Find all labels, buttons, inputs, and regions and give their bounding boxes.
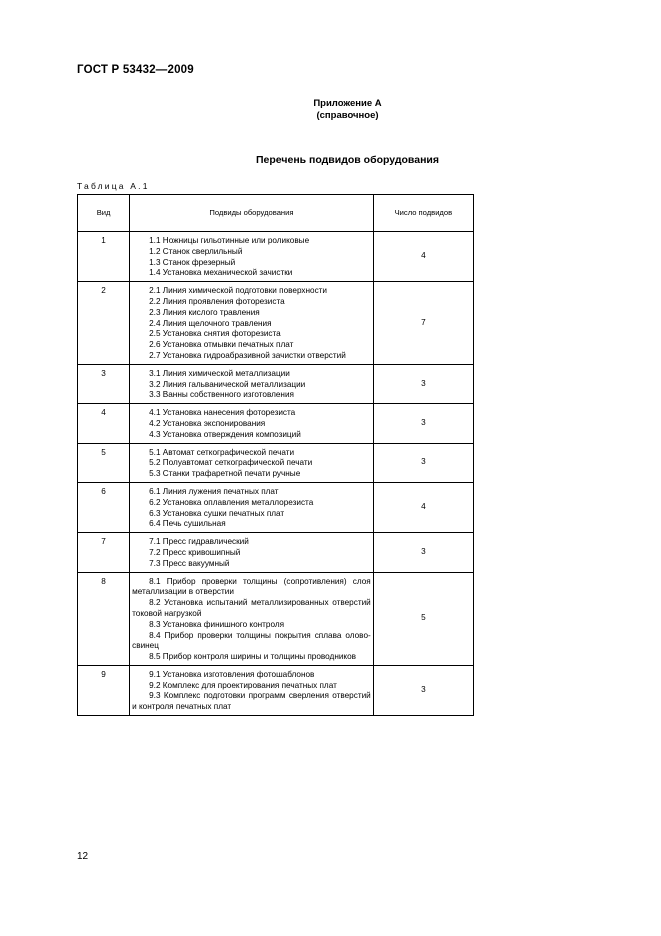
subtypes-cell — [130, 364, 374, 403]
header-count: Число подвидов — [373, 195, 473, 232]
kind-cell: 7 — [78, 533, 130, 572]
count-cell: 4 — [373, 482, 473, 532]
page-number: 12 — [77, 851, 89, 862]
subtype-item: 8.4 Прибор проверки толщины покрытия сплава олово-свинец — [132, 630, 371, 651]
kind-cell: 2 — [78, 282, 130, 365]
appendix-title: Приложение А — [313, 98, 382, 109]
subtype-item: 9.2 Комплекс для проектирования печатных плат — [149, 680, 337, 690]
subtype-item: 2.2 Линия проявления фоторезиста — [149, 296, 285, 306]
subtype-item: 4.1 Установка нанесения фоторезиста — [149, 408, 296, 418]
subtypes-cell — [130, 232, 374, 282]
kind-cell: 4 — [78, 404, 130, 443]
subtype-item: 7.2 Пресс кривошипный — [149, 547, 241, 557]
subtypes-cell — [130, 533, 374, 572]
standard-header: ГОСТ Р 53432—2009 — [77, 64, 194, 76]
subtype-item: 4.3 Установка отверждения композиций — [149, 429, 301, 439]
header-subtypes: Подвиды оборудования — [130, 195, 374, 232]
table-row — [78, 282, 474, 365]
document-title: Перечень подвидов оборудования — [256, 154, 439, 166]
subtype-item: 2.4 Линия щелочного травления — [149, 318, 272, 328]
subtypes-cell — [130, 482, 374, 532]
kind-cell: 8 — [78, 572, 130, 665]
table-row — [78, 482, 474, 532]
kind-cell: 5 — [78, 443, 130, 482]
subtype-item: 8.3 Установка финишного контроля — [149, 619, 285, 629]
subtype-item: 5.2 Полуавтомат сеткографической печати — [149, 458, 313, 468]
subtype-item: 2.3 Линия кислого травления — [149, 307, 260, 317]
subtype-item: 8.5 Прибор контроля ширины и толщины проводников — [149, 652, 356, 662]
table-row — [78, 533, 474, 572]
subtypes-cell — [130, 282, 374, 365]
subtype-item: 1.3 Станок фрезерный — [149, 257, 236, 267]
subtype-item: 1.1 Ножницы гильотинные или роликовые — [149, 236, 310, 245]
subtypes-cell — [130, 443, 374, 482]
table-row — [78, 404, 474, 443]
equipment-table — [77, 194, 474, 716]
subtypes-cell — [130, 572, 374, 665]
count-cell: 7 — [373, 282, 473, 365]
subtype-item: 8.2 Установка испытаний металлизированных отверстий токовой нагрузкой — [132, 598, 371, 618]
count-cell: 3 — [373, 533, 473, 572]
subtypes-cell — [130, 404, 374, 443]
header-kind: Вид — [78, 195, 130, 232]
subtype-item: 6.3 Установка сушки печатных плат — [149, 508, 285, 518]
subtype-item: 6.2 Установка оплавления металлорезиста — [149, 497, 314, 507]
subtype-item: 5.3 Станки трафаретной печати ручные — [149, 469, 301, 479]
subtype-item: 6.4 Печь сушильная — [149, 519, 226, 529]
subtype-item: 6.1 Линия лужения печатных плат — [149, 486, 279, 496]
kind-cell: 3 — [78, 364, 130, 403]
table-row — [78, 364, 474, 403]
appendix-heading — [0, 98, 661, 122]
count-cell: 3 — [373, 665, 473, 715]
subtype-item: 7.1 Пресс гидравлический — [149, 537, 249, 547]
subtype-item: 4.2 Установка экспонирования — [149, 418, 266, 428]
kind-cell: 9 — [78, 665, 130, 715]
subtypes-cell — [130, 665, 374, 715]
table-row — [78, 665, 474, 715]
count-cell: 4 — [373, 232, 473, 282]
subtype-item: 3.1 Линия химической металлизации — [149, 368, 290, 378]
count-cell: 3 — [373, 404, 473, 443]
subtype-item: 2.5 Установка снятия фоторезиста — [149, 329, 281, 339]
subtype-item: 3.3 Ванны собственного изготовления — [149, 390, 294, 400]
appendix-subtitle: (справочное) — [316, 110, 379, 121]
subtype-item: 2.6 Установка отмывки печатных плат — [149, 340, 294, 350]
subtype-item: 2.1 Линия химической подготовки поверхности — [149, 286, 327, 296]
table-caption: Таблица А.1 — [77, 181, 150, 191]
subtype-item: 1.2 Станок сверлильный — [149, 246, 243, 256]
count-cell: 5 — [373, 572, 473, 665]
table-row — [78, 232, 474, 282]
count-cell: 3 — [373, 364, 473, 403]
table-row — [78, 443, 474, 482]
table-header-row — [78, 195, 474, 232]
subtype-item: 3.2 Линия гальванической металлизации — [149, 379, 306, 389]
subtype-item: 9.3 Комплекс подготовки программ сверления отверстий и контроля печатных плат — [132, 691, 371, 712]
subtype-item: 8.1 Прибор проверки толщины (сопротивления) слоя металлизации в отверстии — [132, 576, 371, 597]
table-row — [78, 572, 474, 665]
kind-cell: 6 — [78, 482, 130, 532]
subtype-item: 7.3 Пресс вакуумный — [149, 558, 230, 568]
count-cell: 3 — [373, 443, 473, 482]
kind-cell: 1 — [78, 232, 130, 282]
subtype-item: 5.1 Автомат сеткографической печати — [149, 447, 295, 457]
subtype-item: 9.1 Установка изготовления фотошаблонов — [149, 669, 315, 679]
subtype-item: 2.7 Установка гидроабразивной зачистки отверстий — [149, 350, 346, 360]
subtype-item: 1.4 Установка механической зачистки — [149, 268, 293, 278]
